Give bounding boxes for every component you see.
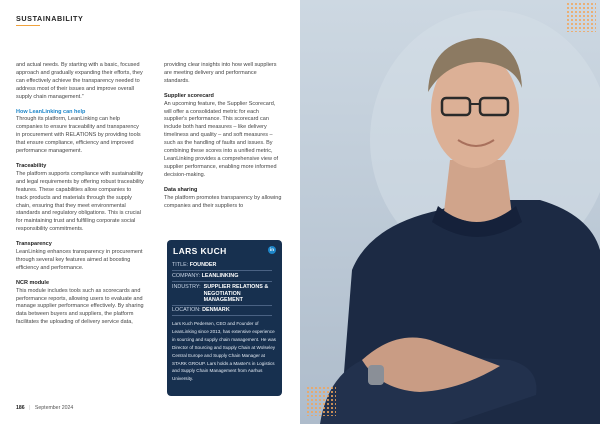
article-paragraph: LeanLinking enhances transparency in procurement through several key features aimed at boosting efficiency and performance. (16, 249, 143, 271)
decorative-dot-pattern (306, 386, 336, 416)
profile-field-label: LOCATION: (172, 307, 201, 313)
profile-field-value: LEANLINKING (201, 273, 239, 279)
issue-date: September 2024 (34, 405, 74, 411)
profile-row-title (172, 262, 272, 271)
section-heading: NCR module (16, 279, 49, 286)
profile-field-label: COMPANY: (172, 273, 201, 279)
portrait-illustration (300, 0, 600, 424)
article-column-left (16, 62, 144, 334)
profile-name: LARS KUCH (173, 246, 227, 256)
section-heading: Supplier scorecard (164, 92, 214, 99)
section-heading: Transparency (16, 241, 52, 248)
profile-field-label: INDUSTRY: (172, 284, 201, 290)
page-number: 186 (16, 405, 25, 411)
profile-row-company (172, 273, 272, 282)
profile-field-label: TITLE: (172, 262, 189, 268)
decorative-dot-pattern (566, 2, 596, 32)
profile-row-location (172, 307, 272, 316)
page-footer (16, 405, 73, 411)
profile-field-value: SUPPLIER RELATIONS & NEGOTIATION MANAGEMENT (203, 284, 269, 304)
section-rule (16, 25, 40, 26)
article-paragraph: This module includes tools such as scorecards and performance reports, allowing users to evaluate and manage supplier performance effectively. By sharing data between buyers and suppliers, the platform facilitates the uploading of delivery service data, (16, 287, 144, 326)
profile-field-value: DENMARK (202, 307, 230, 313)
section-heading: Traceability (16, 162, 47, 169)
profile-bio: Lars Kuch Pedersen, CEO and Founder of LeanLinking since 2013, has extensive experience in sourcing and supply chain management. He was Director of Sourcing and Supply Chain at Wolseley Central Europe and Supply Chain Manager at STARK GROUP. Lars holds a Master's in Logistics and Supply Chain Management from Aarhus University. (172, 321, 276, 382)
article-column-right (164, 62, 282, 217)
article-paragraph: An upcoming feature, the Supplier Scorecard, will offer a consolidated metric for each supplier's performance. This scorecard can include both hard measures – like delivery timeliness and quality – and soft measures – such as the handling of faults and issues. By combining these scores into a unified metric, LeanLinking provides a comprehensive view of supplier performance, enabling more informed decision-making. (164, 100, 279, 178)
article-paragraph: The platform supports compliance with sustainability and legal requirements by offering robust traceability features. These capabilities allow companies to track products and materials through the supply chain, ensuring that they meet environmental standards and regulatory obligations. This is crucial for maintaining trust and fulfilling corporate social responsibility commitments. (16, 170, 144, 233)
portrait-photo (300, 0, 600, 424)
article-paragraph: The platform promotes transparency by allowing companies and their suppliers to (164, 194, 282, 209)
section-heading: Data sharing (164, 186, 198, 193)
section-heading: How LeanLinking can help (16, 108, 86, 115)
section-label: SUSTAINABILITY (16, 14, 84, 23)
linkedin-icon[interactable]: in (270, 247, 274, 252)
article-paragraph: Through its platform, LeanLinking can help companies to ensure traceability and transparency in procurement with RELATIONS by providing tools that ensure compliance, efficiency and improved performance management. (16, 116, 141, 155)
profile-row-industry (172, 284, 272, 306)
article-paragraph: and actual needs. By starting with a basic, focused approach and gradually expanding their efforts, they can effectively achieve the transparency needed to address most of their issues and improve overall supply chain management.” (16, 62, 143, 100)
profile-card (167, 240, 282, 396)
footer-divider: | (29, 405, 31, 411)
profile-field-value: FOUNDER (189, 262, 217, 268)
article-paragraph: providing clear insights into how well suppliers are meeting delivery and performance standards. (164, 62, 277, 84)
